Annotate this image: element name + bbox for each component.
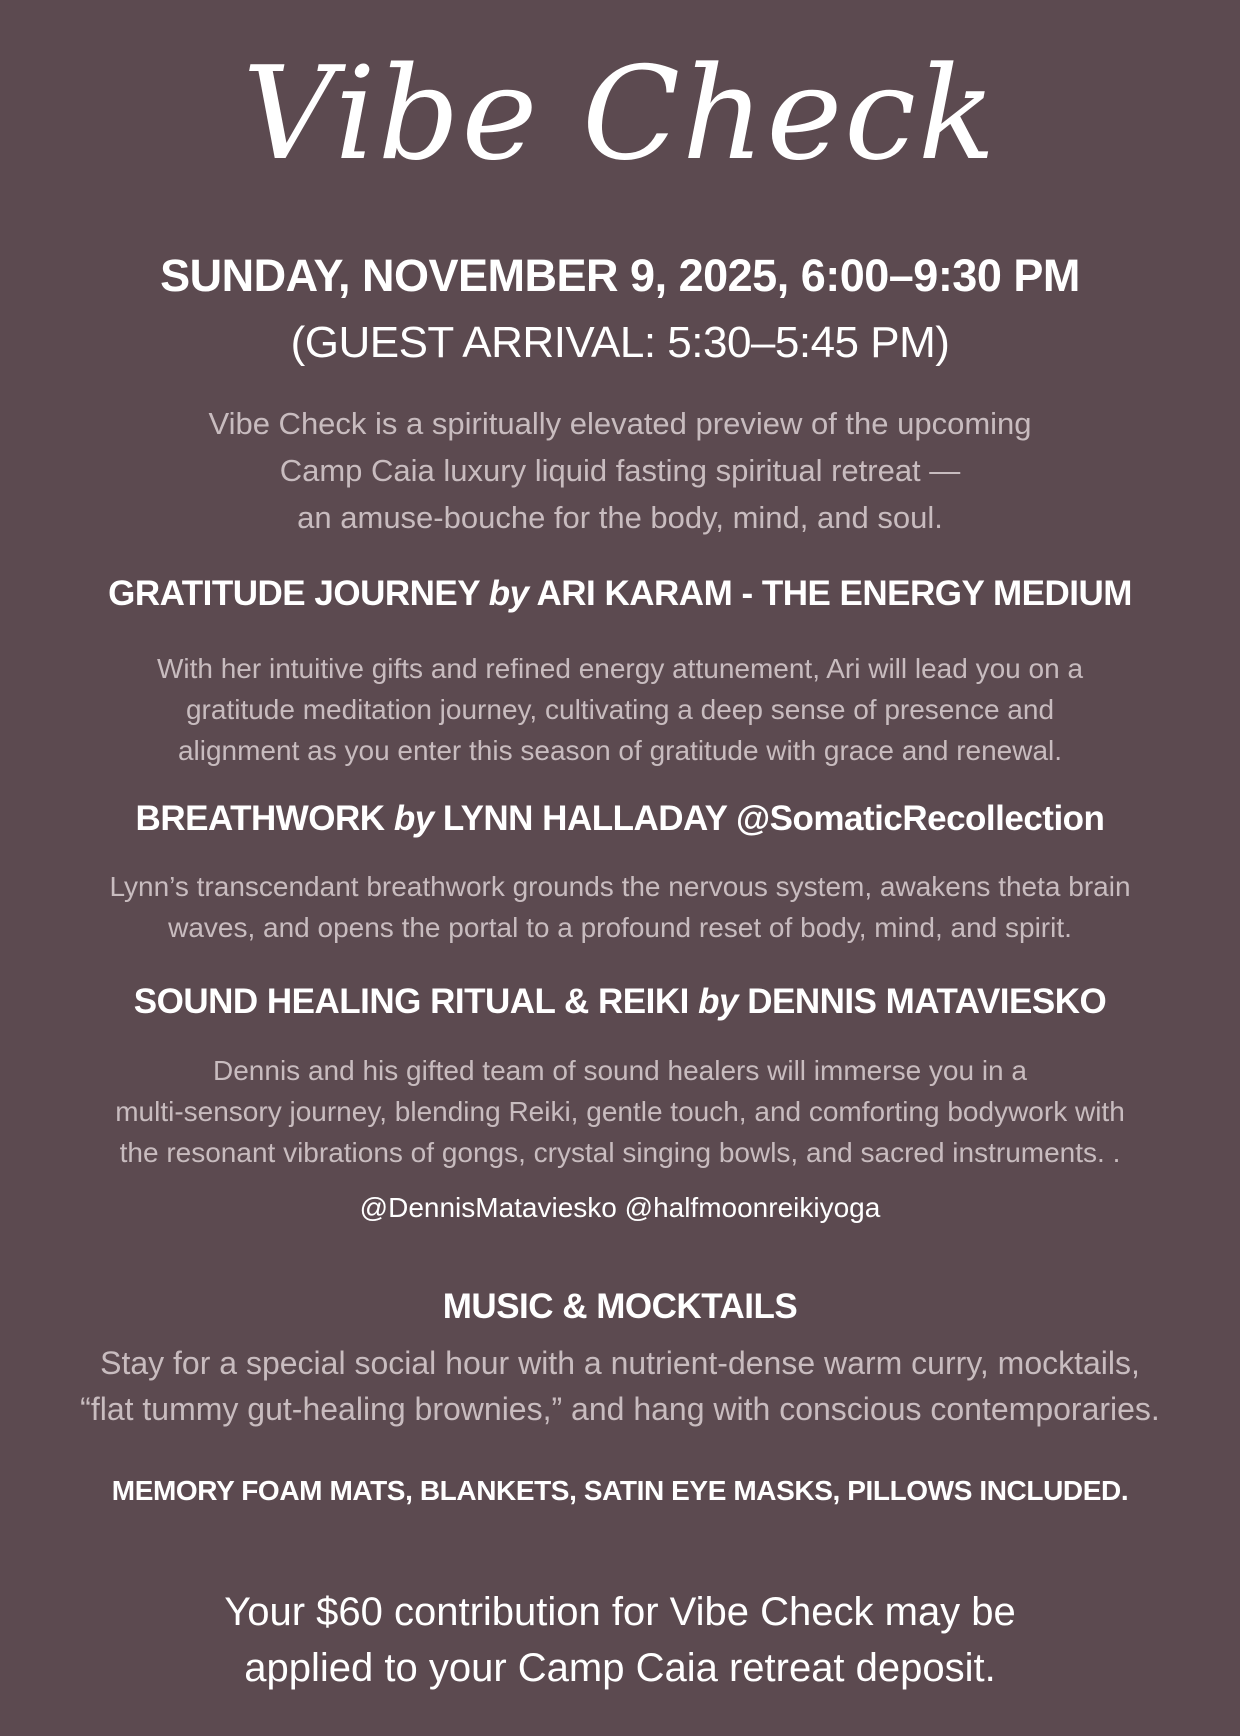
heading-text: SOUND HEALING RITUAL & REIKI: [133, 982, 699, 1021]
description-line: With her intuitive gifts and refined energy attunement, Ari will lead you on a: [156, 653, 1084, 684]
intro-line: Camp Caia luxury liquid fasting spiritual retreat —: [279, 453, 961, 488]
description-line: multi-sensory journey, blending Reiki, gentle touch, and comforting bodywork with: [115, 1096, 1125, 1127]
contribution-line: applied to your Camp Caia retreat deposit.: [244, 1646, 996, 1690]
description-line: Stay for a special social hour with a nutrient-dense warm curry, mocktails,: [100, 1345, 1140, 1381]
section-heading-gratitude-journey: [0, 574, 1240, 614]
heading-text: BREATHWORK: [135, 799, 394, 838]
contribution-note: [0, 1584, 1240, 1696]
social-handles: @DennisMataviesko @halfmoonreikiyoga: [359, 1192, 881, 1223]
section-description-music-mocktails: [0, 1340, 1240, 1432]
section-heading-breathwork: [0, 799, 1240, 839]
included-items: MEMORY FOAM MATS, BLANKETS, SATIN EYE MASKS, PILLOWS INCLUDED.: [111, 1475, 1129, 1506]
heading-text: DENNIS MATAVIESKO: [737, 982, 1107, 1021]
description-line: the resonant vibrations of gongs, crystal singing bowls, and sacred instruments. .: [119, 1137, 1121, 1168]
guest-arrival: (GUEST ARRIVAL: 5:30–5:45 PM): [290, 318, 950, 367]
description-line: Lynn’s transcendant breathwork grounds the nervous system, awakens theta brain: [109, 871, 1131, 902]
heading-by: by: [698, 982, 738, 1021]
heading-by: by: [488, 574, 529, 613]
heading-text: GRATITUDE JOURNEY: [108, 574, 489, 613]
heading-text: ARI KARAM - THE ENERGY MEDIUM: [528, 574, 1132, 613]
intro-paragraph: [0, 400, 1240, 541]
section-heading-sound-healing: [0, 982, 1240, 1022]
description-line: gratitude meditation journey, cultivating a deep sense of presence and: [185, 694, 1055, 725]
description-line: Dennis and his gifted team of sound healers will immerse you in a: [213, 1055, 1027, 1086]
event-date: SUNDAY, NOVEMBER 9, 2025, 6:00–9:30 PM: [160, 250, 1080, 301]
heading-by: by: [393, 799, 434, 838]
event-title: Vibe Check: [242, 40, 998, 189]
section-description-breathwork: [0, 866, 1240, 948]
description-line: alignment as you enter this season of gratitude with grace and renewal.: [177, 735, 1063, 766]
heading-text: LYNN HALLADAY @SomaticRecollection: [433, 799, 1105, 838]
intro-line: Vibe Check is a spiritually elevated preview of the upcoming: [208, 406, 1032, 441]
section-description-gratitude-journey: [0, 648, 1240, 771]
contribution-line: Your $60 contribution for Vibe Check may be: [224, 1590, 1016, 1634]
intro-line: an amuse-bouche for the body, mind, and soul.: [297, 500, 943, 535]
description-line: waves, and opens the portal to a profound reset of body, mind, and spirit.: [168, 912, 1072, 943]
section-heading-music-mocktails: MUSIC & MOCKTAILS: [442, 1287, 798, 1326]
description-line: “flat tummy gut-healing brownies,” and hang with conscious contemporaries.: [80, 1391, 1160, 1427]
section-description-sound-healing: [0, 1050, 1240, 1173]
